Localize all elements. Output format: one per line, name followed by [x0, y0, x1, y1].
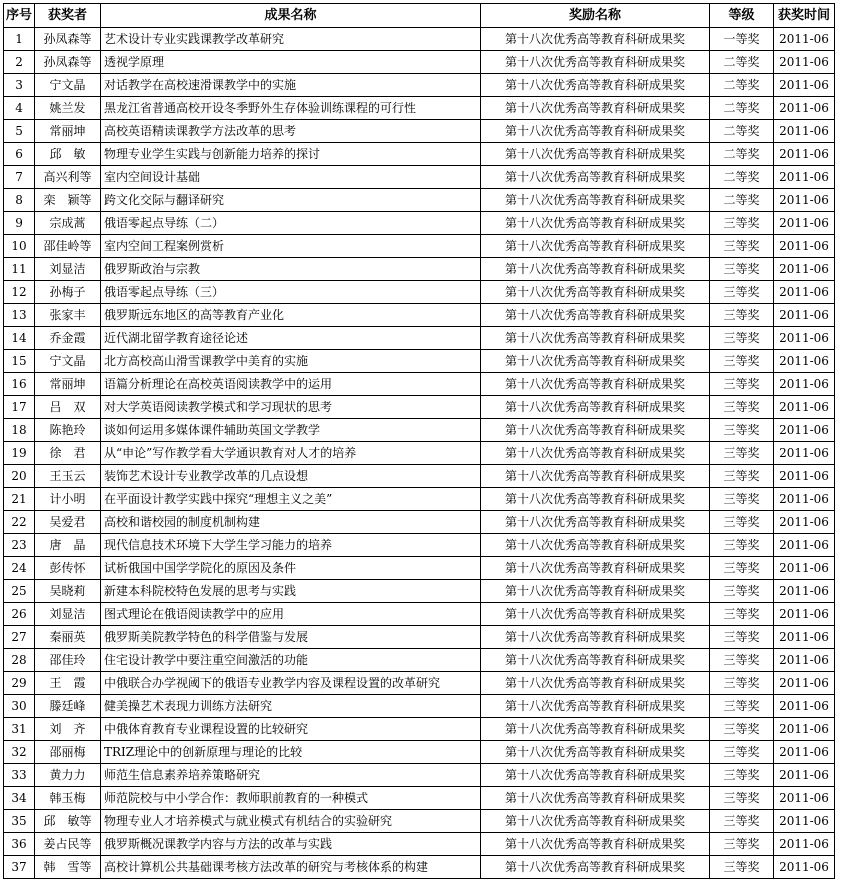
- table-row: [4, 695, 835, 718]
- cell-title: 俄语零起点导练（三）: [101, 281, 481, 304]
- cell-date: 2011-06: [774, 97, 835, 120]
- cell-date: 2011-06: [774, 396, 835, 419]
- cell-award: 第十八次优秀高等教育科研成果奖: [481, 442, 710, 465]
- cell-date: 2011-06: [774, 281, 835, 304]
- cell-award: 第十八次优秀高等教育科研成果奖: [481, 327, 710, 350]
- cell-no: 33: [4, 764, 35, 787]
- cell-no: 36: [4, 833, 35, 856]
- cell-date: 2011-06: [774, 28, 835, 51]
- cell-date: 2011-06: [774, 350, 835, 373]
- cell-winner: 邵佳玲: [35, 649, 101, 672]
- cell-winner: 刘显洁: [35, 603, 101, 626]
- table-row: [4, 557, 835, 580]
- cell-no: 15: [4, 350, 35, 373]
- cell-grade: 三等奖: [710, 396, 774, 419]
- cell-grade: 二等奖: [710, 166, 774, 189]
- cell-grade: 三等奖: [710, 810, 774, 833]
- cell-winner: 宗成蒿: [35, 212, 101, 235]
- cell-title: 图式理论在俄语阅读教学中的应用: [101, 603, 481, 626]
- cell-award: 第十八次优秀高等教育科研成果奖: [481, 74, 710, 97]
- cell-winner: 王 霞: [35, 672, 101, 695]
- table-row: [4, 488, 835, 511]
- cell-grade: 三等奖: [710, 419, 774, 442]
- cell-date: 2011-06: [774, 810, 835, 833]
- cell-no: 29: [4, 672, 35, 695]
- table-row: [4, 419, 835, 442]
- cell-grade: 二等奖: [710, 74, 774, 97]
- cell-grade: 三等奖: [710, 856, 774, 879]
- cell-award: 第十八次优秀高等教育科研成果奖: [481, 166, 710, 189]
- table-row: [4, 534, 835, 557]
- header-title: 成果名称: [101, 4, 481, 28]
- cell-grade: 二等奖: [710, 189, 774, 212]
- cell-no: 27: [4, 626, 35, 649]
- cell-award: 第十八次优秀高等教育科研成果奖: [481, 856, 710, 879]
- cell-winner: 孙凤森等: [35, 28, 101, 51]
- cell-award: 第十八次优秀高等教育科研成果奖: [481, 511, 710, 534]
- cell-date: 2011-06: [774, 465, 835, 488]
- cell-winner: 宁文晶: [35, 350, 101, 373]
- cell-no: 3: [4, 74, 35, 97]
- cell-title: 黑龙江省普通高校开设冬季野外生存体验训练课程的可行性: [101, 97, 481, 120]
- cell-date: 2011-06: [774, 626, 835, 649]
- table-row: [4, 718, 835, 741]
- cell-award: 第十八次优秀高等教育科研成果奖: [481, 258, 710, 281]
- cell-award: 第十八次优秀高等教育科研成果奖: [481, 649, 710, 672]
- cell-no: 34: [4, 787, 35, 810]
- cell-title: 俄语零起点导练（二）: [101, 212, 481, 235]
- cell-winner: 张家丰: [35, 304, 101, 327]
- table-row: [4, 626, 835, 649]
- table-row: [4, 304, 835, 327]
- table-row: [4, 764, 835, 787]
- cell-title: 装饰艺术设计专业教学改革的几点设想: [101, 465, 481, 488]
- cell-no: 14: [4, 327, 35, 350]
- cell-date: 2011-06: [774, 695, 835, 718]
- cell-date: 2011-06: [774, 856, 835, 879]
- cell-winner: 乔金霞: [35, 327, 101, 350]
- cell-title: 俄罗斯政治与宗教: [101, 258, 481, 281]
- cell-title: 对话教学在高校速滑课教学中的实施: [101, 74, 481, 97]
- cell-winner: 常丽坤: [35, 120, 101, 143]
- cell-grade: 三等奖: [710, 787, 774, 810]
- cell-title: 跨文化交际与翻译研究: [101, 189, 481, 212]
- table-row: [4, 258, 835, 281]
- cell-winner: 韩 雪等: [35, 856, 101, 879]
- cell-winner: 计小明: [35, 488, 101, 511]
- cell-award: 第十八次优秀高等教育科研成果奖: [481, 603, 710, 626]
- cell-no: 8: [4, 189, 35, 212]
- cell-grade: 三等奖: [710, 304, 774, 327]
- cell-grade: 三等奖: [710, 258, 774, 281]
- cell-title: 现代信息技术环境下大学生学习能力的培养: [101, 534, 481, 557]
- cell-award: 第十八次优秀高等教育科研成果奖: [481, 304, 710, 327]
- cell-award: 第十八次优秀高等教育科研成果奖: [481, 143, 710, 166]
- table-row: [4, 741, 835, 764]
- cell-title: 北方高校高山滑雪课教学中美育的实施: [101, 350, 481, 373]
- cell-date: 2011-06: [774, 51, 835, 74]
- cell-award: 第十八次优秀高等教育科研成果奖: [481, 51, 710, 74]
- table-row: [4, 442, 835, 465]
- cell-award: 第十八次优秀高等教育科研成果奖: [481, 120, 710, 143]
- cell-grade: 二等奖: [710, 143, 774, 166]
- cell-no: 4: [4, 97, 35, 120]
- cell-grade: 一等奖: [710, 28, 774, 51]
- cell-date: 2011-06: [774, 74, 835, 97]
- cell-award: 第十八次优秀高等教育科研成果奖: [481, 373, 710, 396]
- cell-date: 2011-06: [774, 603, 835, 626]
- cell-award: 第十八次优秀高等教育科研成果奖: [481, 695, 710, 718]
- cell-date: 2011-06: [774, 258, 835, 281]
- cell-award: 第十八次优秀高等教育科研成果奖: [481, 810, 710, 833]
- cell-grade: 三等奖: [710, 741, 774, 764]
- header-grade: 等级: [710, 4, 774, 28]
- cell-award: 第十八次优秀高等教育科研成果奖: [481, 212, 710, 235]
- cell-award: 第十八次优秀高等教育科研成果奖: [481, 787, 710, 810]
- cell-winner: 刘显洁: [35, 258, 101, 281]
- cell-title: 俄罗斯远东地区的高等教育产业化: [101, 304, 481, 327]
- cell-award: 第十八次优秀高等教育科研成果奖: [481, 419, 710, 442]
- cell-no: 9: [4, 212, 35, 235]
- table-row: [4, 166, 835, 189]
- cell-grade: 三等奖: [710, 557, 774, 580]
- cell-grade: 三等奖: [710, 672, 774, 695]
- cell-winner: 孙梅子: [35, 281, 101, 304]
- cell-winner: 孙凤森等: [35, 51, 101, 74]
- cell-title: 透视学原理: [101, 51, 481, 74]
- cell-winner: 唐 晶: [35, 534, 101, 557]
- cell-grade: 三等奖: [710, 350, 774, 373]
- cell-winner: 滕廷峰: [35, 695, 101, 718]
- cell-grade: 三等奖: [710, 580, 774, 603]
- header-award: 奖励名称: [481, 4, 710, 28]
- cell-grade: 三等奖: [710, 649, 774, 672]
- cell-no: 10: [4, 235, 35, 258]
- cell-title: 住宅设计教学中要注重空间激活的功能: [101, 649, 481, 672]
- cell-winner: 栾 颖等: [35, 189, 101, 212]
- cell-winner: 邱 敏: [35, 143, 101, 166]
- cell-winner: 陈艳玲: [35, 419, 101, 442]
- cell-no: 32: [4, 741, 35, 764]
- cell-grade: 二等奖: [710, 97, 774, 120]
- cell-title: 试析俄国中国学学院化的原因及条件: [101, 557, 481, 580]
- cell-award: 第十八次优秀高等教育科研成果奖: [481, 235, 710, 258]
- cell-date: 2011-06: [774, 557, 835, 580]
- cell-no: 26: [4, 603, 35, 626]
- cell-no: 6: [4, 143, 35, 166]
- cell-title: 高校和谐校园的制度机制构建: [101, 511, 481, 534]
- cell-grade: 三等奖: [710, 212, 774, 235]
- cell-award: 第十八次优秀高等教育科研成果奖: [481, 557, 710, 580]
- table-row: [4, 833, 835, 856]
- table-row: [4, 465, 835, 488]
- cell-winner: 邵丽梅: [35, 741, 101, 764]
- cell-title: 在平面设计教学实践中探究“理想主义之美”: [101, 488, 481, 511]
- cell-award: 第十八次优秀高等教育科研成果奖: [481, 350, 710, 373]
- cell-title: 俄罗斯概况课教学内容与方法的改革与实践: [101, 833, 481, 856]
- table-row: [4, 580, 835, 603]
- cell-title: 谈如何运用多媒体课件辅助英国文学教学: [101, 419, 481, 442]
- cell-date: 2011-06: [774, 764, 835, 787]
- cell-no: 28: [4, 649, 35, 672]
- table-row: [4, 28, 835, 51]
- cell-grade: 三等奖: [710, 603, 774, 626]
- cell-no: 17: [4, 396, 35, 419]
- cell-date: 2011-06: [774, 235, 835, 258]
- table-row: [4, 74, 835, 97]
- cell-winner: 秦丽英: [35, 626, 101, 649]
- cell-award: 第十八次优秀高等教育科研成果奖: [481, 626, 710, 649]
- table-row: [4, 212, 835, 235]
- cell-award: 第十八次优秀高等教育科研成果奖: [481, 718, 710, 741]
- cell-award: 第十八次优秀高等教育科研成果奖: [481, 580, 710, 603]
- cell-winner: 彭传怀: [35, 557, 101, 580]
- header-winner: 获奖者: [35, 4, 101, 28]
- table-row: [4, 189, 835, 212]
- cell-award: 第十八次优秀高等教育科研成果奖: [481, 465, 710, 488]
- cell-title: 师范生信息素养培养策略研究: [101, 764, 481, 787]
- cell-date: 2011-06: [774, 143, 835, 166]
- cell-grade: 三等奖: [710, 626, 774, 649]
- cell-winner: 常丽坤: [35, 373, 101, 396]
- cell-grade: 三等奖: [710, 511, 774, 534]
- cell-winner: 姚兰发: [35, 97, 101, 120]
- cell-title: 艺术设计专业实践课教学改革研究: [101, 28, 481, 51]
- cell-title: 中俄体育教育专业课程设置的比较研究: [101, 718, 481, 741]
- cell-grade: 三等奖: [710, 718, 774, 741]
- cell-award: 第十八次优秀高等教育科研成果奖: [481, 741, 710, 764]
- cell-no: 16: [4, 373, 35, 396]
- table-row: [4, 810, 835, 833]
- cell-no: 1: [4, 28, 35, 51]
- cell-winner: 吴爱君: [35, 511, 101, 534]
- table-row: [4, 603, 835, 626]
- header-no: 序号: [4, 4, 35, 28]
- cell-award: 第十八次优秀高等教育科研成果奖: [481, 396, 710, 419]
- cell-no: 12: [4, 281, 35, 304]
- table-row: [4, 511, 835, 534]
- table-row: [4, 51, 835, 74]
- cell-title: 物理专业学生实践与创新能力培养的探讨: [101, 143, 481, 166]
- cell-title: 健美操艺术表现力训练方法研究: [101, 695, 481, 718]
- cell-winner: 邵佳岭等: [35, 235, 101, 258]
- table-row: [4, 327, 835, 350]
- cell-winner: 吕 双: [35, 396, 101, 419]
- cell-title: 物理专业人才培养模式与就业模式有机结合的实验研究: [101, 810, 481, 833]
- cell-no: 24: [4, 557, 35, 580]
- cell-grade: 三等奖: [710, 534, 774, 557]
- cell-title: TRIZ理论中的创新原理与理论的比较: [101, 741, 481, 764]
- cell-award: 第十八次优秀高等教育科研成果奖: [481, 833, 710, 856]
- cell-date: 2011-06: [774, 833, 835, 856]
- cell-title: 新建本科院校特色发展的思考与实践: [101, 580, 481, 603]
- cell-no: 37: [4, 856, 35, 879]
- cell-title: 师范院校与中小学合作：教师职前教育的一种模式: [101, 787, 481, 810]
- table-row: [4, 281, 835, 304]
- cell-winner: 邱 敏等: [35, 810, 101, 833]
- cell-grade: 二等奖: [710, 51, 774, 74]
- cell-date: 2011-06: [774, 120, 835, 143]
- cell-winner: 王玉云: [35, 465, 101, 488]
- cell-grade: 三等奖: [710, 442, 774, 465]
- cell-no: 31: [4, 718, 35, 741]
- cell-date: 2011-06: [774, 672, 835, 695]
- cell-date: 2011-06: [774, 189, 835, 212]
- cell-title: 室内空间工程案例赏析: [101, 235, 481, 258]
- cell-no: 35: [4, 810, 35, 833]
- cell-award: 第十八次优秀高等教育科研成果奖: [481, 534, 710, 557]
- cell-date: 2011-06: [774, 327, 835, 350]
- cell-winner: 刘 齐: [35, 718, 101, 741]
- cell-winner: 高兴利等: [35, 166, 101, 189]
- table-row: [4, 396, 835, 419]
- cell-title: 对大学英语阅读教学模式和学习现状的思考: [101, 396, 481, 419]
- cell-no: 2: [4, 51, 35, 74]
- table-row: [4, 787, 835, 810]
- cell-title: 近代湖北留学教育途径论述: [101, 327, 481, 350]
- cell-award: 第十八次优秀高等教育科研成果奖: [481, 488, 710, 511]
- cell-title: 高校英语精读课教学方法改革的思考: [101, 120, 481, 143]
- cell-no: 5: [4, 120, 35, 143]
- cell-title: 室内空间设计基础: [101, 166, 481, 189]
- cell-grade: 三等奖: [710, 465, 774, 488]
- cell-date: 2011-06: [774, 534, 835, 557]
- cell-grade: 二等奖: [710, 120, 774, 143]
- table-row: [4, 649, 835, 672]
- cell-title: 语篇分析理论在高校英语阅读教学中的运用: [101, 373, 481, 396]
- cell-title: 中俄联合办学视阈下的俄语专业教学内容及课程设置的改革研究: [101, 672, 481, 695]
- cell-winner: 姜占民等: [35, 833, 101, 856]
- awards-table: [3, 3, 835, 879]
- cell-no: 30: [4, 695, 35, 718]
- cell-grade: 三等奖: [710, 833, 774, 856]
- table-row: [4, 672, 835, 695]
- cell-winner: 徐 君: [35, 442, 101, 465]
- cell-date: 2011-06: [774, 511, 835, 534]
- cell-date: 2011-06: [774, 166, 835, 189]
- cell-no: 11: [4, 258, 35, 281]
- cell-award: 第十八次优秀高等教育科研成果奖: [481, 189, 710, 212]
- cell-grade: 三等奖: [710, 281, 774, 304]
- cell-no: 18: [4, 419, 35, 442]
- cell-no: 22: [4, 511, 35, 534]
- cell-date: 2011-06: [774, 373, 835, 396]
- cell-date: 2011-06: [774, 488, 835, 511]
- cell-title: 俄罗斯美院教学特色的科学借鉴与发展: [101, 626, 481, 649]
- cell-date: 2011-06: [774, 580, 835, 603]
- table-row: [4, 235, 835, 258]
- cell-grade: 三等奖: [710, 373, 774, 396]
- cell-winner: 黄力力: [35, 764, 101, 787]
- cell-no: 25: [4, 580, 35, 603]
- cell-award: 第十八次优秀高等教育科研成果奖: [481, 28, 710, 51]
- table-row: [4, 373, 835, 396]
- cell-date: 2011-06: [774, 787, 835, 810]
- cell-no: 7: [4, 166, 35, 189]
- cell-award: 第十八次优秀高等教育科研成果奖: [481, 672, 710, 695]
- cell-no: 23: [4, 534, 35, 557]
- cell-title: 高校计算机公共基础课考核方法改革的研究与考核体系的构建: [101, 856, 481, 879]
- cell-grade: 三等奖: [710, 488, 774, 511]
- cell-winner: 韩玉梅: [35, 787, 101, 810]
- awards-table-wrapper: [3, 3, 835, 879]
- cell-date: 2011-06: [774, 304, 835, 327]
- table-row: [4, 120, 835, 143]
- cell-date: 2011-06: [774, 419, 835, 442]
- cell-no: 19: [4, 442, 35, 465]
- cell-grade: 三等奖: [710, 327, 774, 350]
- cell-grade: 三等奖: [710, 235, 774, 258]
- cell-no: 13: [4, 304, 35, 327]
- cell-date: 2011-06: [774, 718, 835, 741]
- table-row: [4, 97, 835, 120]
- cell-date: 2011-06: [774, 649, 835, 672]
- cell-title: 从“申论”写作教学看大学通识教育对人才的培养: [101, 442, 481, 465]
- table-row: [4, 856, 835, 879]
- cell-grade: 三等奖: [710, 764, 774, 787]
- cell-award: 第十八次优秀高等教育科研成果奖: [481, 764, 710, 787]
- header-row: [4, 4, 835, 28]
- cell-date: 2011-06: [774, 442, 835, 465]
- cell-award: 第十八次优秀高等教育科研成果奖: [481, 281, 710, 304]
- table-row: [4, 143, 835, 166]
- cell-award: 第十八次优秀高等教育科研成果奖: [481, 97, 710, 120]
- table-row: [4, 350, 835, 373]
- cell-winner: 吴晓莉: [35, 580, 101, 603]
- header-date: 获奖时间: [774, 4, 835, 28]
- cell-grade: 三等奖: [710, 695, 774, 718]
- cell-no: 21: [4, 488, 35, 511]
- cell-date: 2011-06: [774, 741, 835, 764]
- cell-date: 2011-06: [774, 212, 835, 235]
- cell-winner: 宁文晶: [35, 74, 101, 97]
- table-body: [4, 28, 835, 879]
- cell-no: 20: [4, 465, 35, 488]
